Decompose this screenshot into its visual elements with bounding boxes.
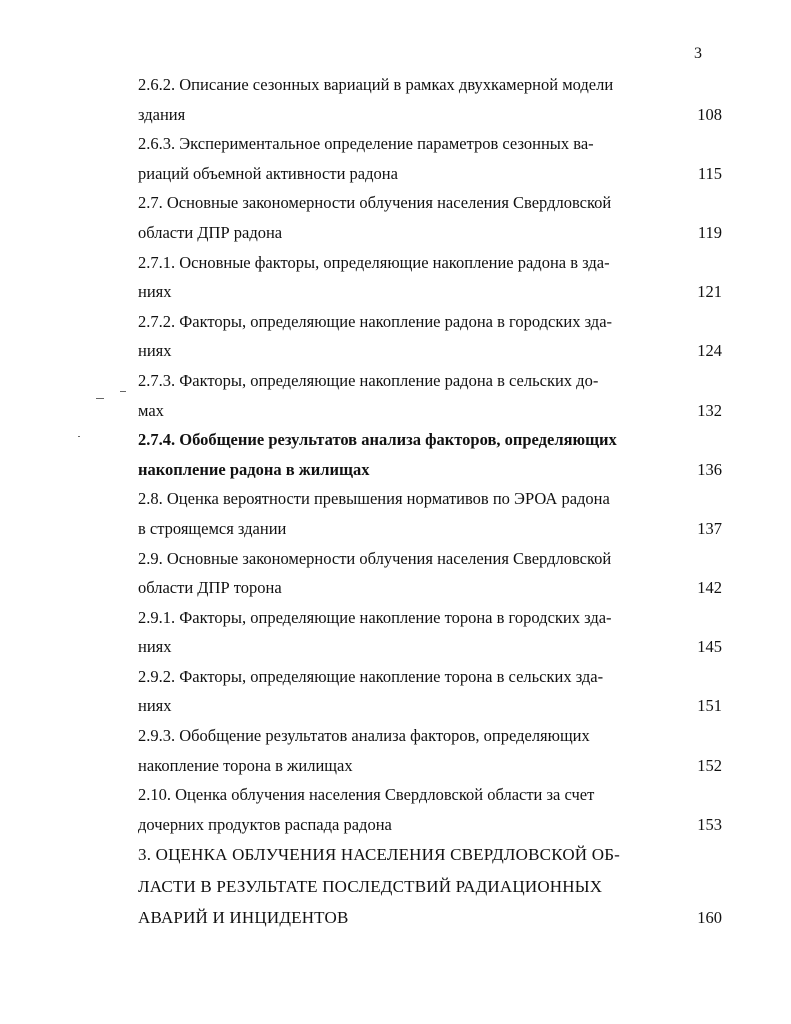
- toc-entry-line: 2.6.3. Экспериментальное определение параметров сезонных ва-: [138, 134, 594, 154]
- toc-entry-page: 115: [697, 163, 722, 183]
- toc-entry-page: 119: [697, 222, 722, 242]
- toc-entry[interactable]: [138, 70, 728, 129]
- toc-entry-line: накопление торона в жилищах: [138, 755, 353, 775]
- toc-entry-line: 3. ОЦЕНКА ОБЛУЧЕНИЯ НАСЕЛЕНИЯ СВЕРДЛОВСКОЙ ОБ-: [138, 845, 621, 865]
- toc-entry[interactable]: [138, 248, 728, 307]
- toc-entry-line: 2.7.1. Основные факторы, определяющие накопление радона в зда-: [138, 252, 610, 272]
- toc-entry-line: 2.9. Основные закономерности облучения населения Свердловской: [138, 548, 612, 568]
- toc-entry-line: 2.6.2. Описание сезонных вариаций в рамках двухкамерной модели: [138, 75, 614, 94]
- toc-entry-line: области ДПР радона: [138, 222, 283, 242]
- toc-chapter-entry[interactable]: [138, 839, 728, 934]
- toc-entry-line: 2.7.3. Факторы, определяющие накопление радона в сельских до-: [138, 370, 599, 390]
- toc-entry-line: 2.7. Основные закономерности облучения населения Свердловской: [138, 193, 612, 213]
- toc-entry[interactable]: [138, 484, 728, 543]
- toc-entry[interactable]: [138, 662, 728, 721]
- toc-entry-page: 108: [697, 104, 722, 124]
- toc-entry-line: ниях: [138, 282, 172, 302]
- toc-entry[interactable]: [138, 425, 728, 484]
- toc-entry-line: 2.9.3. Обобщение результатов анализа факторов, определяющих: [138, 726, 590, 746]
- toc-entry-page: 145: [697, 637, 722, 657]
- toc-entry-page: 124: [697, 341, 722, 361]
- toc-entry-page: 136: [697, 459, 722, 479]
- toc-entry-page: 142: [697, 578, 722, 598]
- toc-entry-line: мах: [138, 400, 164, 420]
- toc-entry-line: ниях: [138, 637, 172, 657]
- toc-entry[interactable]: [138, 780, 728, 839]
- toc-entry-line: 2.7.4. Обобщение результатов анализа факторов, определяющих: [138, 430, 617, 450]
- toc-entry-line: риаций объемной активности радона: [138, 163, 398, 183]
- toc-entry-page: 160: [697, 908, 722, 928]
- toc-entry[interactable]: [138, 307, 728, 366]
- toc-entry[interactable]: [138, 188, 728, 247]
- toc-entry-line: в строящемся здании: [138, 518, 287, 538]
- toc-entry[interactable]: [138, 721, 728, 780]
- toc-entry-line: АВАРИЙ И ИНЦИДЕНТОВ: [138, 908, 349, 928]
- toc-entry-line: 2.9.2. Факторы, определяющие накопление торона в сельских зда-: [138, 666, 604, 686]
- toc-entry-line: области ДПР торона: [138, 578, 282, 598]
- toc-entry-line: ниях: [138, 341, 172, 361]
- table-of-contents: [138, 70, 728, 934]
- toc-entry-page: 152: [697, 755, 722, 775]
- toc-entry-line: дочерних продуктов распада радона: [138, 814, 392, 834]
- page-number: 3: [694, 45, 702, 62]
- toc-entry-line: 2.8. Оценка вероятности превышения нормативов по ЭРОА радона: [138, 489, 610, 509]
- toc-entry-page: 132: [697, 400, 722, 420]
- toc-entry-line: 2.10. Оценка облучения населения Свердловской области за счет: [138, 785, 595, 805]
- toc-entry-line: ниях: [138, 696, 172, 716]
- toc-entry-line: здания: [138, 104, 186, 124]
- scan-mark: [78, 436, 80, 437]
- scan-mark: [120, 391, 126, 392]
- toc-entry-page: 153: [697, 814, 722, 834]
- toc-entry[interactable]: [138, 544, 728, 603]
- toc-entry-line: ЛАСТИ В РЕЗУЛЬТАТЕ ПОСЛЕДСТВИЙ РАДИАЦИОННЫХ: [138, 876, 603, 896]
- toc-entry-line: накопление радона в жилищах: [138, 459, 370, 479]
- toc-entry-line: 2.9.1. Факторы, определяющие накопление торона в городских зда-: [138, 607, 612, 627]
- toc-entry-page: 151: [697, 696, 722, 716]
- toc-entry[interactable]: [138, 603, 728, 662]
- toc-entry-page: 121: [697, 282, 722, 302]
- toc-entry-line: 2.7.2. Факторы, определяющие накопление радона в городских зда-: [138, 311, 613, 331]
- scan-mark: [96, 398, 104, 399]
- toc-entry[interactable]: [138, 129, 728, 188]
- toc-entry[interactable]: [138, 366, 728, 425]
- toc-entry-page: 137: [697, 518, 722, 538]
